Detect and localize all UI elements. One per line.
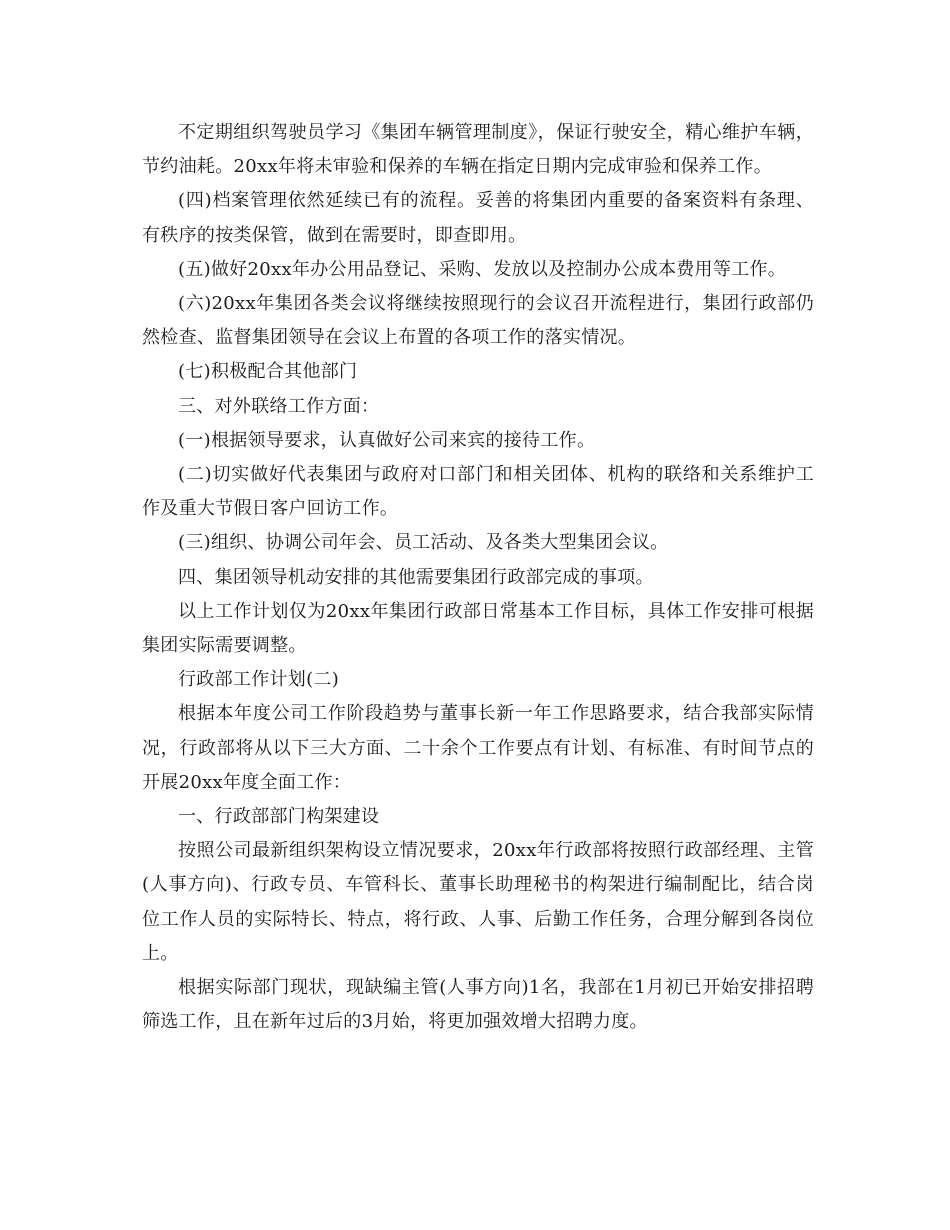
paragraph-archive-management: (四)档案管理依然延续已有的流程。妥善的将集团内重要的备案资料有条理、有秩序的按类保管，做到在需要时，即查即用。 [142, 190, 814, 246]
paragraph-plan-summary: 以上工作计划仅为20xx年集团行政部日常基本工作目标，具体工作安排可根据集团实际需要调整。 [142, 600, 814, 657]
section-heading-department-structure: 一、行政部部门构架建设 [178, 806, 380, 828]
paragraph-annual-events: (三)组织、协调公司年会、员工活动、及各类大型集团会议。 [178, 532, 669, 554]
paragraph-reception: (一)根据领导要求，认真做好公司来宾的接待工作。 [178, 429, 596, 451]
paragraph-cooperate-departments: (七)积极配合其他部门 [178, 361, 358, 383]
document-body [142, 116, 814, 1039]
section-title-plan-two: 行政部工作计划(二) [178, 669, 340, 691]
paragraph-recruitment: 根据实际部门现状，现缺编主管(人事方向)1名，我部在1月初已开始安排招聘筛选工作，且在新年过后的3月始，将更加强效增大招聘力度。 [142, 977, 814, 1033]
paragraph-plan-intro: 根据本年度公司工作阶段趋势与董事长新一年工作思路要求，结合我部实际情况，行政部将从以下三大方面、二十余个工作要点有计划、有标准、有时间节点的开展20xx年度全面工作： [142, 703, 814, 793]
paragraph-org-structure: 按照公司最新组织架构设立情况要求，20xx年行政部将按照行政部经理、主管(人事方向)、行政专员、车管科长、董事长助理秘书的构架进行编制配比，结合岗位工作人员的实际特长、特点，将行政、人事、后勤工作任务，合理分解到各岗位上。 [142, 840, 814, 964]
paragraph-government-liaison: (二)切实做好代表集团与政府对口部门和相关团体、机构的联络和关系维护工作及重大节假日客户回访工作。 [142, 464, 814, 520]
paragraph-meetings: (六)20xx年集团各类会议将继续按照现行的会议召开流程进行，集团行政部仍然检查、监督集团领导在会议上布置的各项工作的落实情况。 [142, 293, 814, 349]
paragraph-vehicle-management: 不定期组织驾驶员学习《集团车辆管理制度》，保证行驶安全，精心维护车辆，节约油耗。20xx年将未审验和保养的车辆在指定日期内完成审验和保养工作。 [142, 122, 814, 178]
section-heading-other-matters: 四、集团领导机动安排的其他需要集团行政部完成的事项。 [178, 566, 654, 588]
section-heading-external-liaison: 三、对外联络工作方面： [178, 395, 380, 417]
paragraph-office-supplies: (五)做好20xx年办公用品登记、采购、发放以及控制办公成本费用等工作。 [178, 258, 787, 280]
